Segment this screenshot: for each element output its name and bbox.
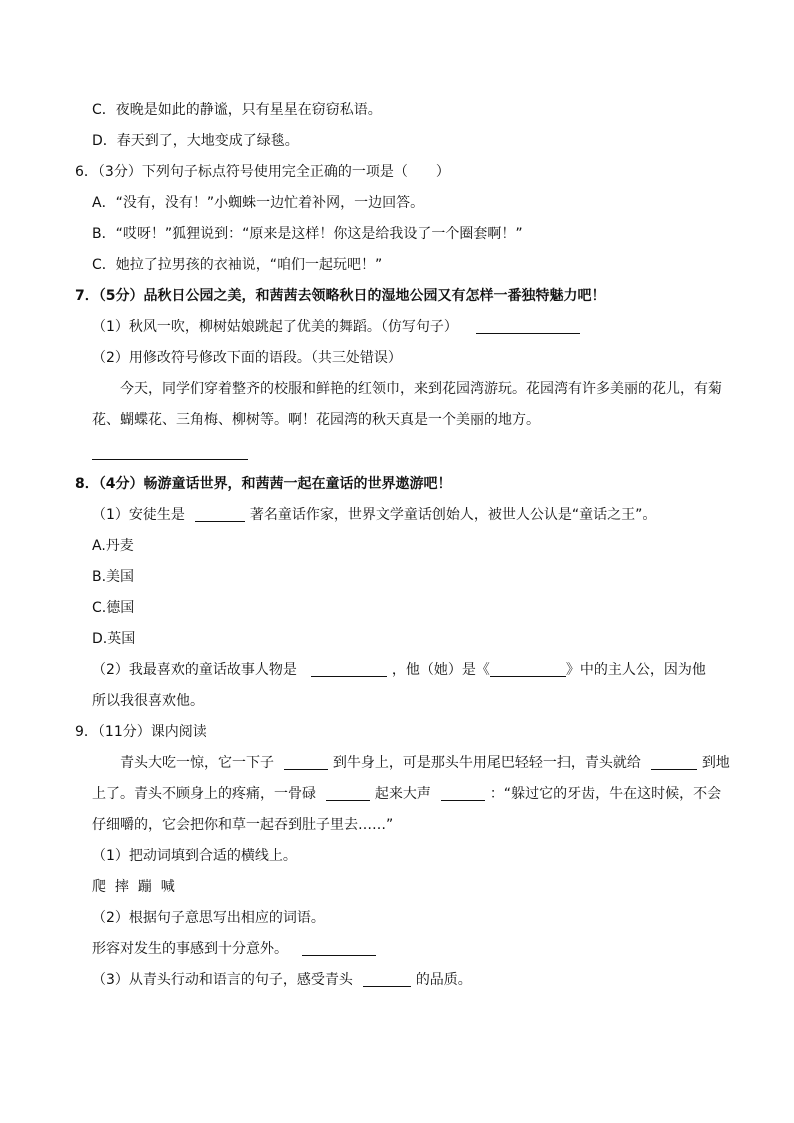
q9-sub3-pre: （3）从青头行动和语言的句子，感受青头 (92, 972, 353, 988)
q8-option-a: A.丹麦 (92, 538, 134, 554)
q9-passage-text: ：“躲过它的牙齿，牛在这时候，不会 (489, 786, 722, 802)
q9-sub3-answer-blank[interactable] (363, 972, 411, 987)
q9-passage-text: 上了。青头不顾身上的疼痛，一骨碌 (92, 786, 316, 802)
q8-sub2-post: 》中的主人公，因为他 (565, 662, 706, 678)
q7-sub1 (92, 317, 580, 337)
q9-sub3-post: 的品质。 (415, 972, 472, 988)
q5-option-c: C．夜晚是如此的静谧，只有星星在窃窃私语。 (92, 102, 382, 118)
q6-option-a: A．“没有，没有！”小蜘蛛一边忙着补网，一边回答。 (92, 195, 425, 211)
q8-sub2 (92, 660, 706, 680)
q8-sub2-story-blank[interactable] (490, 662, 566, 677)
q8-sub1-pre: （1）安徒生是 (92, 507, 185, 523)
q7-answer-line[interactable] (92, 459, 248, 460)
q8-sub1 (92, 505, 656, 525)
q9-passage-text: 青头大吃一惊，它一下子 (120, 755, 274, 771)
q6-option-b: B．“哎呀！”狐狸说到：“原来是这样！你这是给我设了一个圈套啊！” (92, 226, 523, 242)
q8-stem: 8．（4分）畅游童话世界，和茜茜一起在童话的世界遨游吧！ (75, 476, 452, 492)
q9-sub1: （1）把动词填到合适的横线上。 (92, 848, 297, 864)
q9-blank-2[interactable] (651, 755, 697, 770)
q9-passage-text: 到地 (701, 755, 730, 771)
q8-option-d: D.英国 (92, 631, 136, 647)
q8-sub2-pre: （2）我最喜欢的童话故事人物是 (92, 662, 297, 678)
q9-sub2-question (92, 939, 376, 959)
q9-passage-line2 (92, 784, 721, 804)
q8-sub2-mid: ，他（她）是《 (391, 662, 490, 678)
q8-sub2-line2: 所以我很喜欢他。 (92, 693, 204, 709)
q8-option-c: C.德国 (92, 600, 135, 616)
q8-sub1-post: 著名童话作家，世界文学童话创始人，被世人公认是“童话之王”。 (249, 507, 657, 523)
q7-stem: 7．（5分）品秋日公园之美，和茜茜去领略秋日的湿地公园又有怎样一番独特魅力吧！ (75, 288, 606, 304)
q5-option-d: D．春天到了，大地变成了绿毯。 (92, 133, 299, 149)
q7-sub1-text: （1）秋风一吹，柳树姑娘跳起了优美的舞蹈。（仿写句子） (92, 319, 458, 335)
q9-passage-text: 到牛身上，可是那头牛用尾巴轻轻一扫，青头就给 (332, 755, 641, 771)
q9-sub2: （2）根据句子意思写出相应的词语。 (92, 910, 325, 926)
q9-passage-text: 起来大声 (374, 786, 431, 802)
q9-blank-1[interactable] (284, 755, 328, 770)
q6-stem: 6．（3分）下列句子标点符号使用完全正确的一项是（ ） (75, 164, 450, 180)
q9-sub3 (92, 970, 472, 990)
q9-stem: 9．（11分）课内阅读 (75, 724, 207, 740)
q8-sub2-character-blank[interactable] (311, 662, 387, 677)
q7-paragraph-line2: 花、蝴蝶花、三角梅、柳树等。啊！花园湾的秋天真是一个美丽的地方。 (92, 412, 540, 428)
q7-sub2: （2）用修改符号修改下面的语段。（共三处错误） (92, 350, 402, 366)
q9-sub2-answer-blank[interactable] (302, 941, 376, 956)
q8-option-b: B.美国 (92, 569, 135, 585)
q9-passage-line3: 仔细嚼的，它会把你和草一起吞到肚子里去……” (92, 817, 394, 833)
q9-sub2-question-text: 形容对发生的事感到十分意外。 (92, 941, 288, 957)
q7-paragraph-line1: 今天，同学们穿着整齐的校服和鲜艳的红领巾，来到花园湾游玩。花园湾有许多美丽的花儿，有菊 (120, 381, 722, 397)
q9-blank-4[interactable] (441, 786, 485, 801)
q7-sub1-answer-blank[interactable] (476, 319, 580, 334)
q6-option-c: C．她拉了拉男孩的衣袖说，“咱们一起玩吧！” (92, 257, 383, 273)
q8-sub1-blank[interactable] (195, 507, 245, 522)
q9-passage-line1 (120, 753, 730, 773)
q9-word-bank: 爬 摔 蹦 喊 (92, 879, 175, 895)
q9-blank-3[interactable] (326, 786, 370, 801)
